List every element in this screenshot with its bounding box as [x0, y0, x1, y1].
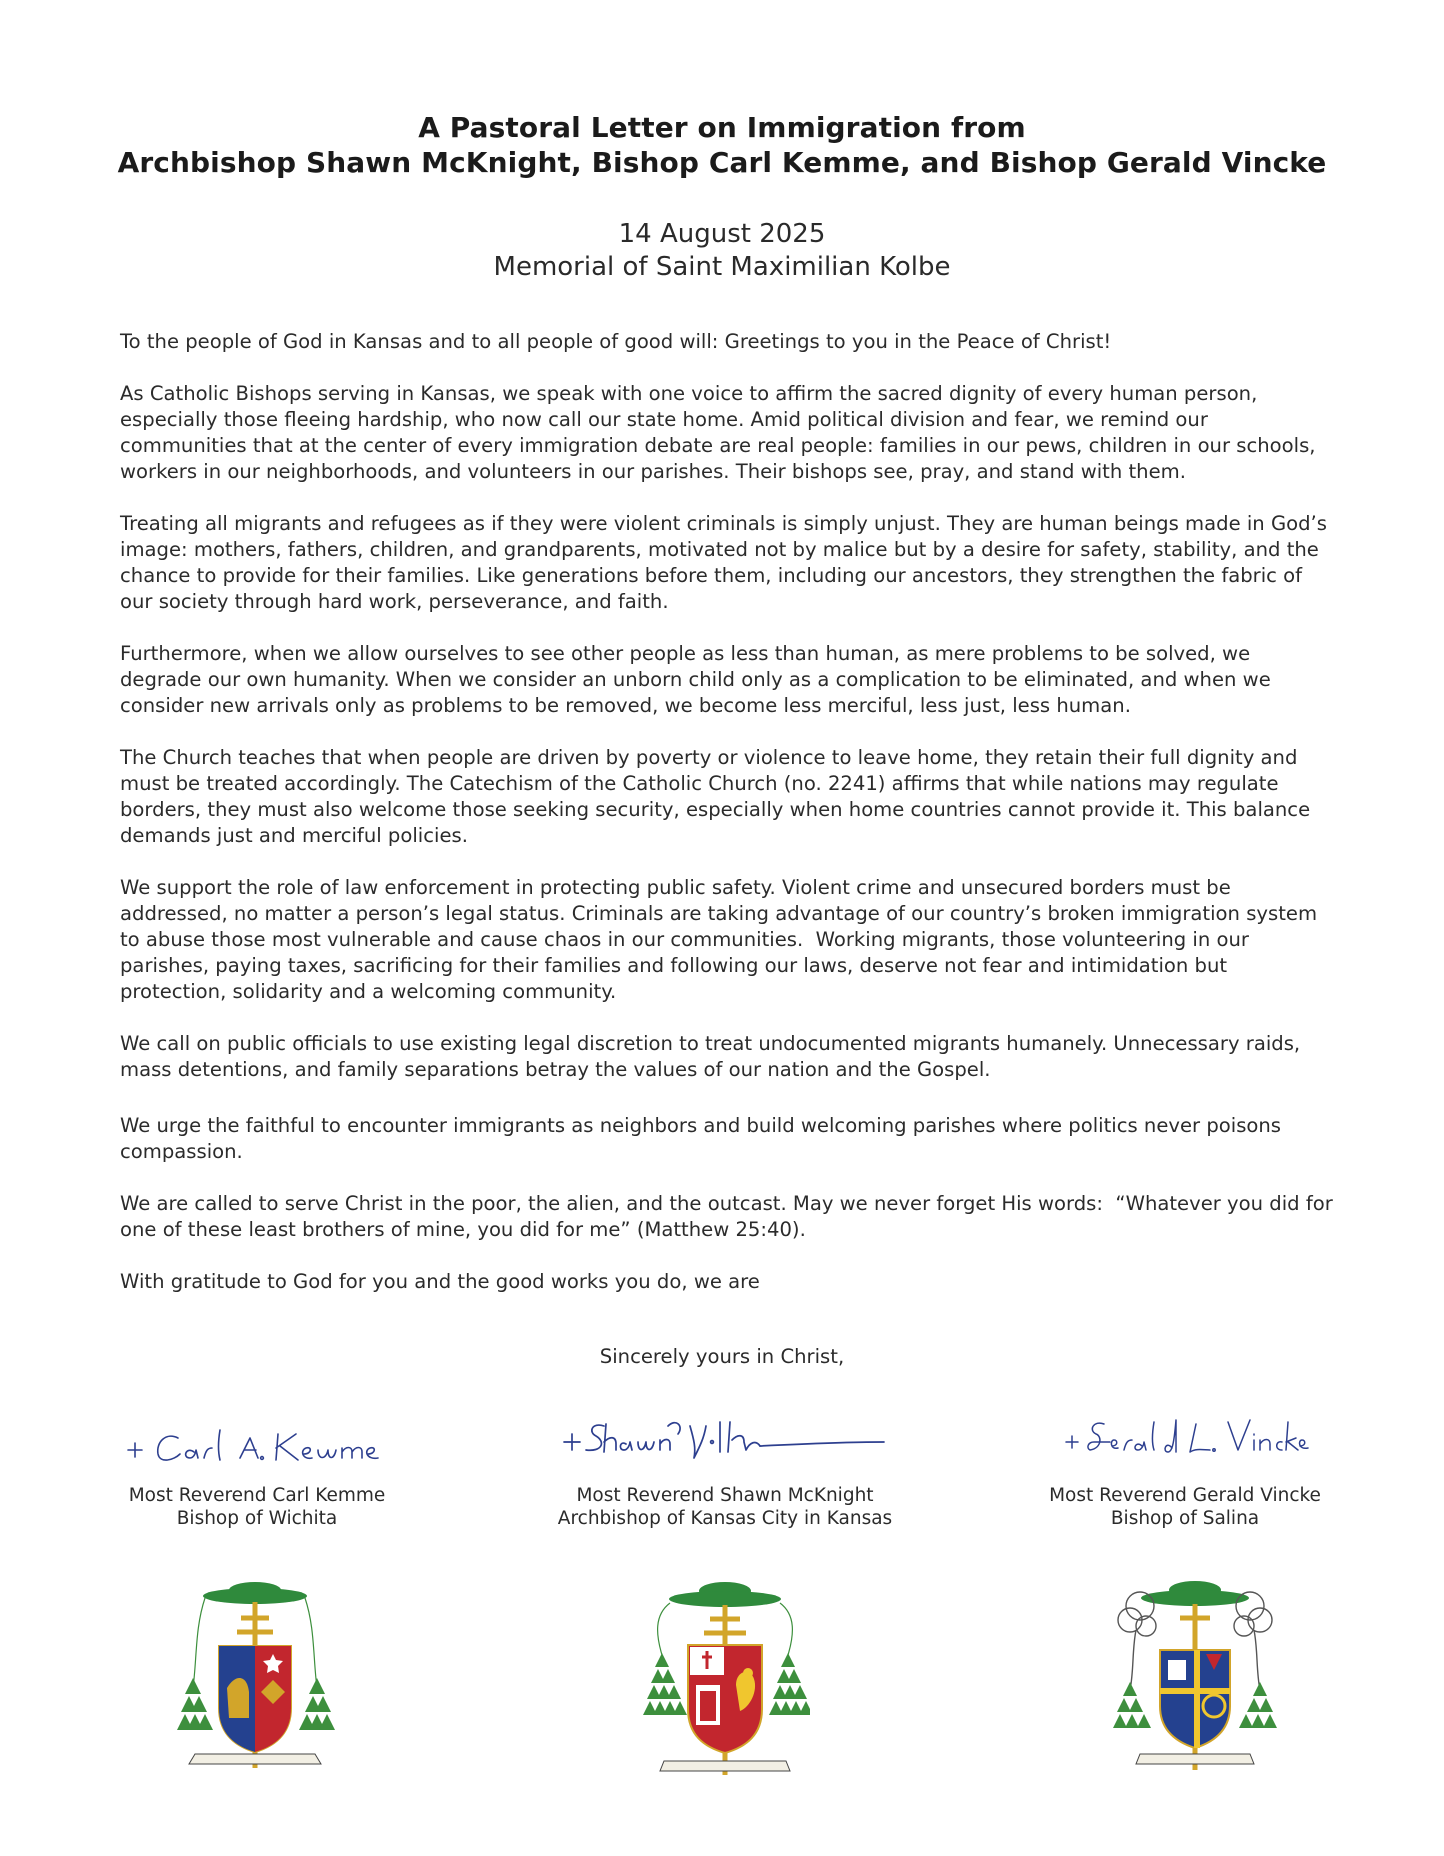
body-paragraph: Treating all migrants and refugees as if they were violent criminals is simply unjust. They are human beings made in God’s image: mothers, fathers, children, and grandparents, motivated not by malice but by a desire for safety, stability, and the chance to provide for their families. Like generations before them, including our ancestors, they strengthen the fabric of our society through hard work, perseverance, and faith.: [120, 512, 1334, 613]
closing-salutation: Sincerely yours in Christ,: [599, 1345, 845, 1368]
signatory-name: Most Reverend Carl Kemme: [128, 1485, 386, 1506]
body-paragraph: We are called to serve Christ in the poor, the alien, and the outcast. May we never forget His words: “Whatever you did for one of these least brothers of mine, you did for me” (Matthew 25:40).: [120, 1192, 1339, 1241]
motto-scroll: [660, 1761, 790, 1771]
letter-title: [0, 110, 1444, 180]
body-paragraph: Furthermore, when we allow ourselves to see other people as less than human, as mere problems to be solved, we degrade our own humanity. When we consider an unborn child only as a complication to be eliminated, and when we consider new arrivals only as problems to be removed, we become less merciful, less just, less human.: [120, 642, 1277, 717]
title-line-1: A Pastoral Letter on Immigration from: [418, 111, 1026, 144]
signatory-role: Bishop of Wichita: [176, 1508, 338, 1529]
signature-vincke: [1060, 1412, 1310, 1460]
shield-icon: [688, 1645, 762, 1753]
motto-scroll: [1136, 1754, 1254, 1764]
body-paragraph: We call on public officials to use existing legal discretion to treat undocumented migrants humanely. Unnecessary raids, mass detentions, and family separations betray the values of our nation and the Gospel.: [120, 1032, 1307, 1081]
signatory-role: Archbishop of Kansas City in Kansas: [557, 1508, 893, 1529]
greeting-paragraph: To the people of God in Kansas and to all people of good will: Greetings to you in the Peace of Christ!: [120, 330, 1112, 353]
galero-hat-icon: [1141, 1581, 1249, 1606]
shield-icon: [1160, 1650, 1230, 1748]
body-paragraph: As Catholic Bishops serving in Kansas, we speak with one voice to affirm the sacred dignity of every human person, especially those fleeing hardship, who now call our state home. Amid political division and fear, we remind our communities that at the center of every immigration debate are real people: families in our pews, children in our schools, workers in our neighborhoods, and volunteers in our parishes. Their bishops see, pray, and stand with them.: [120, 382, 1322, 483]
signature-mcknight: [560, 1412, 890, 1468]
letter-occasion: Memorial of Saint Maximilian Kolbe: [493, 252, 951, 282]
galero-hat-icon: [669, 1582, 781, 1607]
letter-date: 14 August 2025: [618, 219, 826, 249]
signatory-vincke: [1030, 1484, 1340, 1530]
signature-kemme: [120, 1418, 400, 1470]
body-paragraph: We urge the faithful to encounter immigrants as neighbors and build welcoming parishes where politics never poisons compassion.: [120, 1114, 1288, 1163]
date-block: [0, 218, 1444, 284]
coat-of-arms-vincke: [1110, 1570, 1280, 1780]
signatory-mcknight: [530, 1484, 920, 1530]
letter-body: [120, 329, 1339, 1321]
signatory-name: Most Reverend Gerald Vincke: [1049, 1485, 1321, 1506]
coat-of-arms-mcknight: [640, 1575, 810, 1785]
signatory-role: Bishop of Salina: [1110, 1508, 1260, 1529]
body-paragraph: We support the role of law enforcement in protecting public safety. Violent crime and unsecured borders must be addressed, no matter a person’s legal status. Criminals are taking advantage of our country’s broken immigration system to abuse those most vulnerable and cause chaos in our communities. Working migrants, those volunteering in our parishes, paying taxes, sacrificing for their families and following our laws, deserve not fear and intimidation but protection, solidarity and a welcoming community.: [120, 876, 1324, 1003]
coat-of-arms-kemme: [175, 1568, 335, 1778]
title-line-2: Archbishop Shawn McKnight, Bishop Carl Kemme, and Bishop Gerald Vincke: [117, 146, 1327, 179]
signatory-kemme: [112, 1484, 402, 1530]
body-paragraph: The Church teaches that when people are driven by poverty or violence to leave home, they retain their full dignity and must be treated accordingly. The Catechism of the Catholic Church (no. 2241) affirms that while nations may regulate borders, they must also welcome those seeking security, especially when home countries cannot provide it. This balance demands just and merciful policies.: [120, 746, 1317, 847]
galero-hat-icon: [203, 1582, 307, 1604]
body-paragraph: With gratitude to God for you and the good works you do, we are: [120, 1270, 760, 1293]
signatory-name: Most Reverend Shawn McKnight: [576, 1485, 874, 1506]
motto-scroll: [189, 1754, 321, 1764]
shield-icon: [219, 1646, 291, 1752]
